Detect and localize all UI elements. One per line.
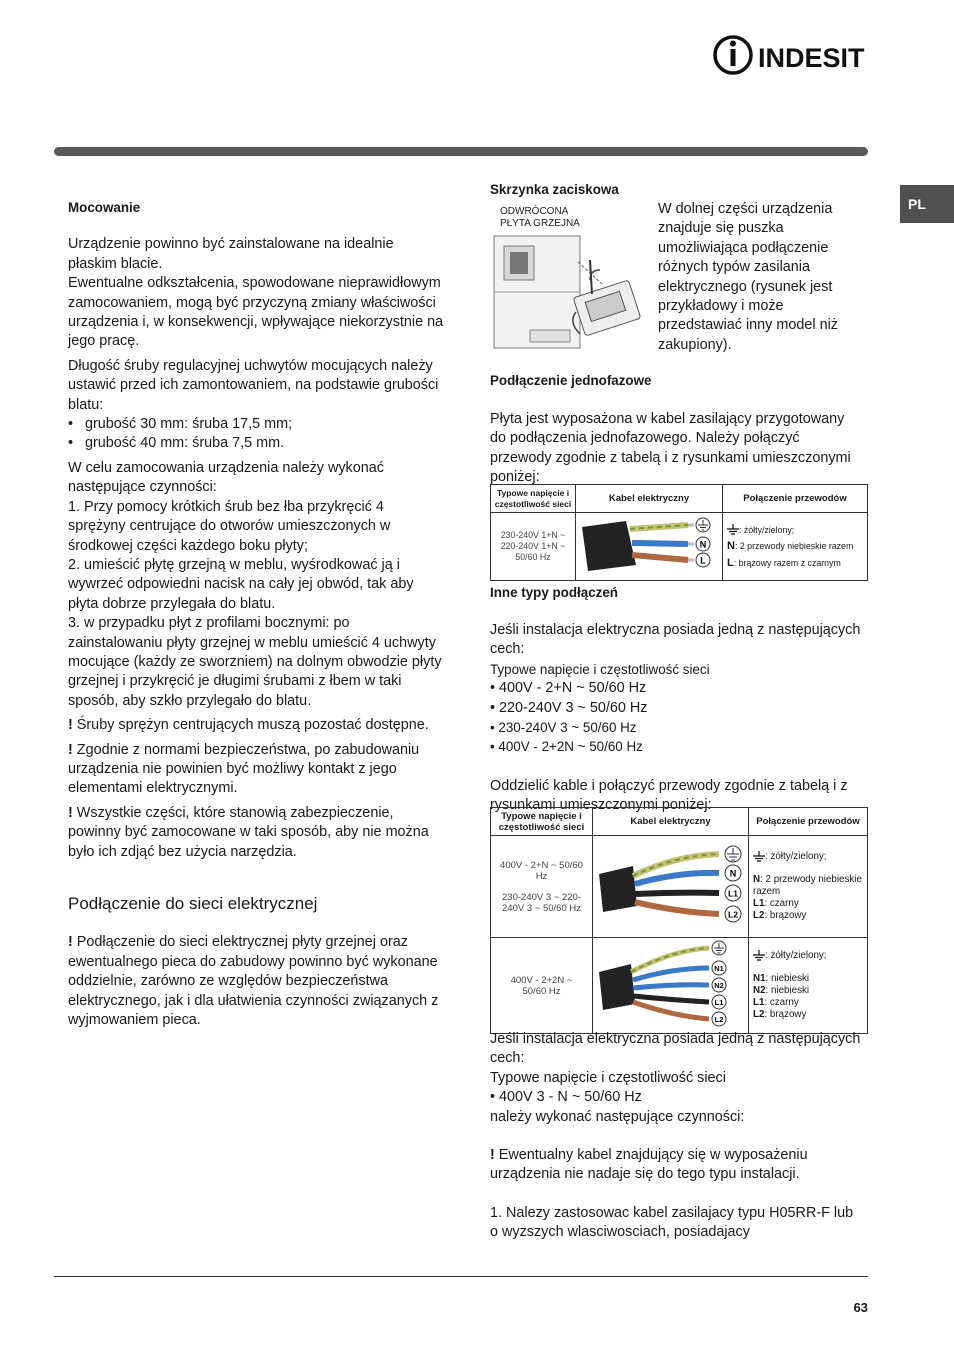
list-item: • 400V - 2+N ~ 50/60 Hz [490, 680, 647, 697]
cable-cell [576, 513, 723, 581]
ground-icon [727, 524, 739, 535]
paragraph: Ewentualne odkształcenia, spowodowane nieprawidłowym zamocowaniem, mogą być przyczyną zmiany właściwości urządzenia i, w konsekwencji, wpływające niekorzystnie na jego pracę. [68, 275, 444, 350]
paragraph: Oddzielić kable i połączyć przewody zgodnie z tabelą i z rysunkami umieszczonymi poniżej: [490, 777, 848, 814]
mocowanie-heading: Mocowanie [68, 200, 141, 215]
col-header: Typowe napięcie i częstotliwość sieci [491, 485, 576, 513]
svg-text:L2: L2 [714, 1015, 724, 1024]
cable-cell [593, 938, 749, 1034]
multi-phase-table [490, 807, 868, 1034]
paragraph: należy wykonać następujące czynności: [490, 1108, 745, 1125]
col-header: Połączenie przewodów [723, 485, 868, 513]
svg-text:N: N [729, 868, 737, 879]
inne-block [490, 621, 862, 816]
col-header: Połączenie przewodów [749, 808, 868, 836]
cable-illustration [593, 938, 748, 1028]
paragraph: Typowe napięcie i częstotliwość sieci [490, 1069, 726, 1086]
ground-icon [753, 950, 765, 961]
paragraph: Jeśli instalacja elektryczna posiada jedną z następujących cech: [490, 622, 861, 658]
terminal-box-figure: ODWRÓCONA PŁYTA GRZEJNA [490, 206, 650, 354]
paragraph: 1. Nalezy zastosowac kabel zasilajacy typu H05RR-F lub o wyzszych wlasciwosciach, posiadajacy [490, 1204, 854, 1241]
warning: ! Ewentualny kabel znajdujący się w wyposażeniu urządzenia nie nadaje się do tego typu instalacji. [490, 1147, 808, 1183]
brand-logo [712, 34, 872, 76]
inne-heading: Inne typy podłączeń [490, 585, 618, 600]
list-item: • grubość 40 mm: śruba 7,5 mm. [68, 434, 444, 453]
warning: ! Wszystkie części, które stanowią zabezpieczenie, powinny być zamocowane w taki sposób, aby nie można było ich zdjąć bez użycia narzędzia. [68, 804, 429, 860]
connection-cell: : żółty/zielony; N1: niebieski N2: niebieski L1: czarny L2: brązowy [749, 938, 868, 1034]
language-tab: PL [900, 185, 954, 223]
paragraph: Urządzenie powinno być zainstalowane na idealnie płaskim blacie. [68, 236, 394, 272]
list-item: • 400V 3 - N ~ 50/60 Hz [490, 1089, 642, 1106]
paragraph: 2. umieścić płytę grzejną w meblu, wyśrodkować ją i wywrzeć odpowiedni nacisk na cały jej obwód, tak aby płyta dobrze przylegała do blatu. [68, 556, 414, 612]
list-item: • 220-240V 3 ~ 50/60 Hz [490, 699, 648, 716]
paragraph: W celu zamocowania urządzenia należy wykonać następujące czynności: [68, 459, 384, 496]
cable-cell [593, 836, 749, 938]
cable-illustration [593, 836, 748, 932]
svg-text:N2: N2 [714, 981, 724, 990]
page-number: 63 [853, 1300, 868, 1315]
list-item: • 400V - 2+2N ~ 50/60 Hz [490, 739, 643, 755]
skrzynka-heading: Skrzynka zaciskowa [490, 182, 619, 197]
ground-icon [753, 851, 765, 862]
warning: ! Zgodnie z normami bezpieczeństwa, po zabudowaniu urządzenia nie powinien być możliwy kontakt z jego elementami elektrycznymi. [68, 741, 420, 797]
voltage-cell: 230-240V 1+N ~ 220-240V 1+N ~ 50/60 Hz [491, 513, 576, 581]
paragraph: Jeśli instalacja elektryczna posiada jedną z następujących cech: [490, 1031, 861, 1067]
svg-text:L2: L2 [728, 909, 738, 920]
col-header: Kabel elektryczny [576, 485, 723, 513]
col-header: Typowe napięcie i częstotliwość sieci [491, 808, 593, 836]
connection-cell: : żółty/zielony; N: 2 przewody niebieskie razem L: brązowy razem z czarnym [723, 513, 868, 581]
list-item: • 230-240V 3 ~ 50/60 Hz [490, 720, 637, 736]
paragraph: 1. Przy pomocy krótkich śrub bez łba przykręcić 4 sprężyny centrujące do otworów umieszczonych w środkowej części każdego boku płyty; [68, 498, 391, 554]
cable-illustration [576, 513, 722, 575]
list-item: • grubość 30 mm: śruba 17,5 mm; [68, 415, 444, 434]
svg-text:L1: L1 [714, 998, 724, 1007]
jednofazowe-heading: Podłączenie jednofazowe [490, 373, 652, 388]
final-block [490, 1030, 862, 1243]
svg-text:L: L [700, 555, 706, 566]
voltage-cell: 400V - 2+N ~ 50/60 Hz 230-240V 3 ~ 220-240V 3 ~ 50/60 Hz [491, 836, 593, 938]
single-phase-table [490, 484, 868, 581]
logo-text: INDESIT [758, 43, 865, 73]
svg-text:L1: L1 [728, 888, 738, 899]
warning: ! Śruby sprężyn centrujących muszą pozostać dostępne. [68, 717, 429, 734]
voltage-cell: 400V - 2+2N ~ 50/60 Hz [491, 938, 593, 1034]
paragraph: Długość śruby regulacyjnej uchwytów mocujących należy ustawić przed ich zamontowaniem, na podstawie grubości blatu: [68, 357, 439, 413]
col-header: Kabel elektryczny [593, 808, 749, 836]
skrzynka-text: W dolnej części urządzenia znajduje się puszka umożliwiająca podłączenie różnych typów zasilania elektrycznego (rysunek jest przykładowy i może przedstawiać inny model niż zakupiony). [658, 201, 838, 353]
left-column [68, 198, 444, 1030]
jednofazowe-text: Płyta jest wyposażona w kabel zasilający przygotowany do podłączenia jednofazowego. Należy połączyć przewody zgodnie z tabelą i z rysunkami umieszczonymi poniżej: [490, 411, 851, 486]
svg-text:N: N [699, 539, 707, 550]
bottom-rule [54, 1276, 868, 1277]
connection-cell: : żółty/zielony; N: 2 przewody niebieskie razem L1: czarny L2: brązowy [749, 836, 868, 938]
warning: ! Podłączenie do sieci elektrycznej płyty grzejnej oraz ewentualnego pieca do zabudowy powinno być wykonane oddzielnie, zarówno ze względów bezpieczeństwa elektrycznego, jak i dla ułatwienia czynności związanych z wyjmowaniem pieca. [68, 934, 439, 1029]
svg-text:N1: N1 [714, 964, 724, 973]
section-heading: Podłączenie do sieci elektrycznej [68, 894, 318, 913]
paragraph: Typowe napięcie i częstotliwość sieci [490, 661, 710, 677]
paragraph: 3. w przypadku płyt z profilami bocznymi: po zainstalowaniu płyty grzejnej w meblu umieścić 4 uchwyty mocujące (każdy ze sworzniem) na dolnym obwodzie płyty grzejnej i przykręcić je długimi śrubami z łbem w taki sposób, aby szkło przylegało do blatu. [68, 615, 442, 709]
top-rule [54, 147, 868, 156]
